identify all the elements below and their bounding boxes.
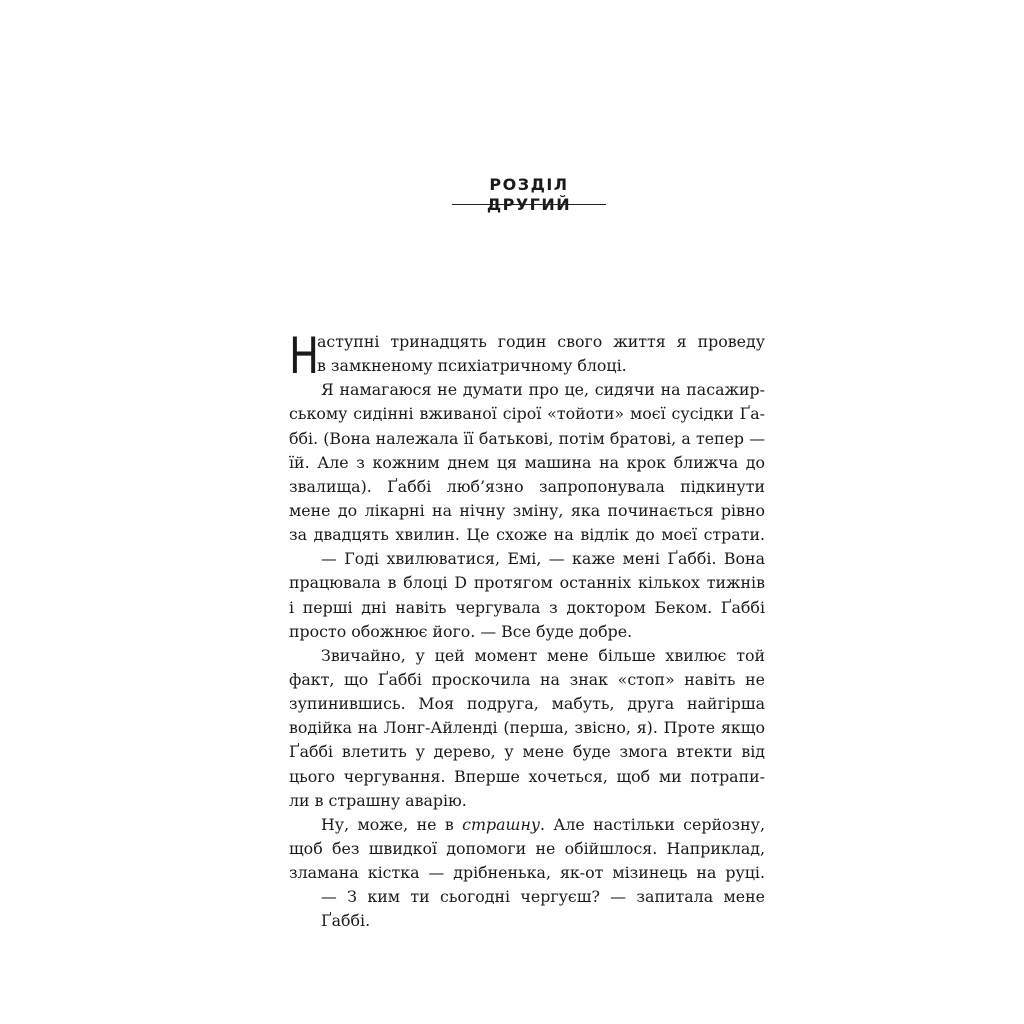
text-line: — З ким ти сьогодні чергуєш? — запитала мене Ґаббі.: [321, 887, 765, 931]
text-line: просто обожнює його. — Все буде добре.: [289, 621, 633, 641]
chapter-title-underline: [452, 204, 606, 205]
text-line: зламана кістка — дрібненька, як-от мізинець на руці.: [289, 863, 765, 883]
text-line: ли в страшну аварію.: [289, 790, 467, 810]
chapter-title: РОЗДІЛ ДРУГИЙ: [486, 175, 572, 214]
text-line: за двадцять хвилин. Це схоже на відлік до моєї страти.: [289, 525, 765, 545]
text-line: Я намагаюся не думати про це, сидячи на пасажир-: [321, 380, 765, 400]
text-line: зупинившись. Моя подруга, мабуть, друга найгірша: [289, 694, 765, 714]
text-line: Звичайно, у цей момент мене більше хвилює той: [321, 645, 765, 665]
text-line: їй. Але з кожним днем ця машина на крок ближча до: [289, 452, 765, 472]
text-line: щоб без швидкої допомоги не обійшлося. Наприклад,: [289, 838, 765, 858]
text-line: цього чергування. Вперше хочеться, щоб ми потрапи-: [289, 766, 765, 786]
text-line: факт, що Ґаббі проскочила на знак «стоп» навіть не: [289, 669, 765, 689]
text-line: в замкненому психіатричному блоці.: [317, 356, 627, 376]
text-line: працювала в блоці D протягом останніх кількох тижнів: [289, 573, 765, 593]
text-line: ббі. (Вона належала її батькові, потім братові, а тепер —: [289, 428, 765, 448]
text-line: водійка на Лонг-Айленді (перша, звісно, я). Проте якщо: [289, 718, 765, 738]
emphasized-word: страшну: [462, 814, 541, 834]
text-segment: . Але настільки серйозну,: [540, 814, 765, 834]
text-line: мене до лікарні на нічну зміну, яка починається рівно: [289, 500, 765, 520]
body-text: [289, 327, 765, 931]
text-line: [289, 813, 765, 837]
text-line: аступні тринадцять годин свого життя я проведу: [317, 332, 765, 351]
text-line: — Годі хвилюватися, Емі, — каже мені Ґаббі. Вона: [321, 549, 765, 569]
text-line: ському сидінні вживаної сірої «тойоти» моєї сусідки Ґа-: [289, 404, 765, 424]
text-segment: Ну, може, не в: [321, 814, 463, 834]
text-line: звалища). Ґаббі люб’язно запропонувала підкинути: [289, 476, 765, 496]
text-line: і перші дні навіть чергувала з доктором Беком. Ґаббі: [289, 597, 765, 617]
drop-cap: Н: [289, 327, 320, 385]
text-line: Ґаббі влетить у дерево, у мене буде змога втекти від: [289, 742, 765, 762]
